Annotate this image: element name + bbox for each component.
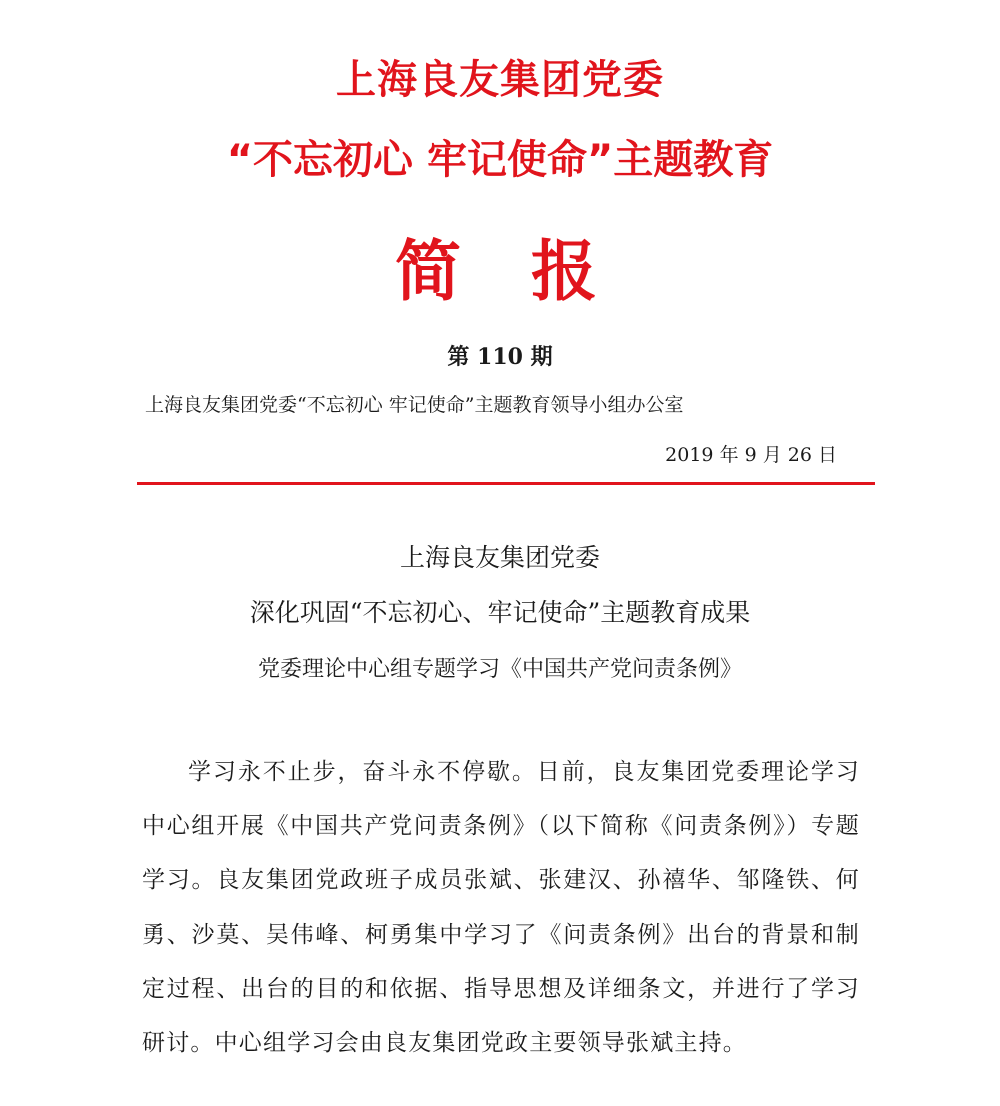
issue-date: 2019 年 9 月 26 日 (665, 444, 837, 466)
article-subheadline: 党委理论中心组专题学习《中国共产党问责条例》 (257, 657, 742, 682)
red-divider-line (137, 482, 875, 485)
bulletin-char-2: 报 (531, 232, 605, 310)
article-organization: 上海良友集团党委 (399, 543, 600, 572)
bulletin-char-1: 简 (395, 232, 469, 310)
issuer-office: 上海良友集团党委“不忘初心 牢记使命”主题教育领导小组办公室 (145, 394, 684, 416)
article-body-paragraph: 学习永不止步，奋斗永不停歇。日前，良友集团党委理论学习中心组开展《中国共产党问责条例》（以下简称《问责条例》）专题学习。良友集团党政班子成员张斌、张建汉、孙禧华、邹隆铁、何勇、沙莫、吴伟峰、柯勇集中学习了《问责条例》出台的背景和制定过程、出台的目的和依据、指导思想及详细条文，并进行了学习研讨。中心组学习会由良友集团党政主要领导张斌主持。 (142, 759, 860, 1057)
bulletin-title (0, 218, 1000, 313)
issue-number: 第 110 期 (447, 344, 553, 370)
article-headline: 深化巩固“不忘初心、牢记使命”主题教育成果 (249, 598, 751, 627)
organization-title: 上海良友集团党委 (336, 57, 664, 103)
campaign-title: “不忘初心 牢记使命”主题教育 (226, 137, 774, 183)
